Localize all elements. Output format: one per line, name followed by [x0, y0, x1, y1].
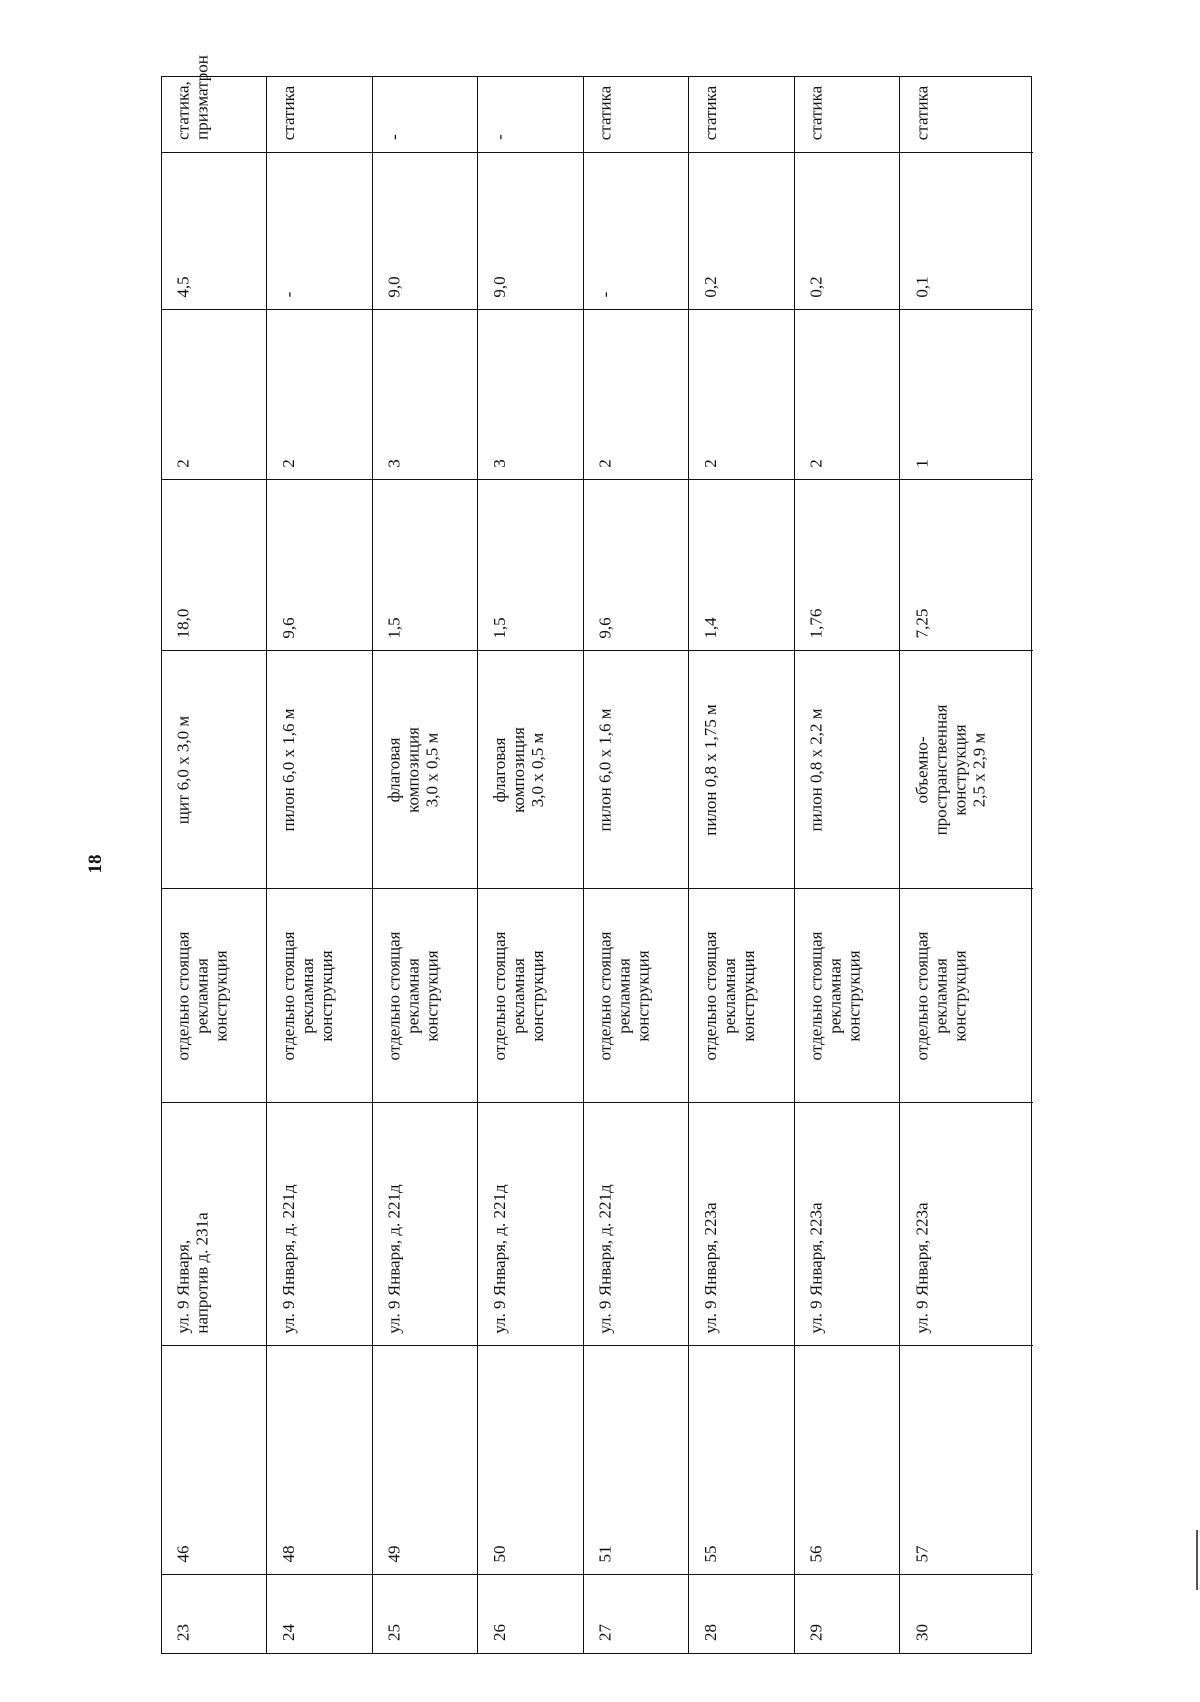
- cell-id: [373, 1345, 477, 1574]
- tech-line: статика: [278, 85, 298, 141]
- cell-area: [373, 479, 477, 650]
- cell-type: [162, 888, 266, 1102]
- dims-line: пилон 0,8 х 2,2 м: [806, 707, 826, 832]
- type-line: конструкция: [422, 949, 442, 1042]
- sides-line: 2: [278, 458, 298, 468]
- area-text: [174, 609, 193, 639]
- sides-line: 2: [173, 458, 193, 468]
- advertising-structures-table: [161, 55, 1032, 1654]
- sides-line: 3: [489, 458, 509, 468]
- type-text: [701, 931, 758, 1060]
- illum-line: 9,0: [384, 276, 404, 298]
- tech-text: [385, 134, 404, 140]
- cell-illum: [584, 152, 688, 309]
- cell-tech: [478, 0, 583, 152]
- dims-line: композиция: [403, 726, 423, 813]
- dims-text: [279, 708, 298, 831]
- id-text: [174, 1546, 193, 1563]
- page-number: 18: [85, 854, 106, 874]
- id-text: [701, 1546, 720, 1563]
- cell-num: [373, 1574, 477, 1652]
- dims-text: [596, 708, 615, 831]
- table-row: [373, 77, 478, 1653]
- cell-area: [900, 479, 1033, 650]
- illum-text: [490, 276, 509, 297]
- cell-sides: [478, 309, 583, 479]
- sides-text: [385, 459, 404, 468]
- tech-text: [174, 55, 212, 140]
- dims-line: 3,0 х 0,5 м: [527, 732, 547, 807]
- dims-line: композиция: [508, 726, 528, 813]
- dims-line: пилон 6,0 х 1,6 м: [595, 707, 615, 832]
- num-line: 29: [806, 1623, 826, 1641]
- table-row: [689, 77, 795, 1653]
- cell-tech: [900, 0, 1033, 152]
- tech-line: призматрон: [192, 55, 212, 140]
- cell-type: [689, 888, 794, 1102]
- dims-line: флаговая: [489, 737, 509, 802]
- area-text: [596, 617, 615, 638]
- cell-address: [373, 1102, 477, 1345]
- area-line: 1,4: [700, 617, 720, 639]
- dims-line: пилон 6,0 х 1,6 м: [278, 707, 298, 832]
- cell-sides: [900, 309, 1033, 479]
- tech-line: -: [489, 134, 509, 140]
- type-text: [912, 931, 969, 1060]
- num-line: 28: [700, 1623, 720, 1641]
- cell-num: [162, 1574, 266, 1652]
- cell-id: [478, 1345, 583, 1574]
- address-line: ул. 9 Января, д. 221д: [384, 1184, 404, 1334]
- cell-address: [689, 1102, 794, 1345]
- cell-id: [795, 1345, 899, 1574]
- cell-tech: [373, 0, 477, 152]
- dims-text: [912, 704, 988, 835]
- type-line: конструкция: [316, 949, 336, 1042]
- address-text: [807, 1202, 826, 1333]
- cell-dims: [689, 650, 794, 888]
- sides-text: [701, 459, 720, 468]
- type-line: рекламная: [192, 957, 212, 1034]
- type-line: рекламная: [825, 957, 845, 1034]
- cell-tech: [162, 0, 266, 152]
- table-row: [795, 77, 900, 1653]
- cell-tech: [584, 0, 688, 152]
- area-text: [807, 609, 826, 639]
- cell-sides: [689, 309, 794, 479]
- type-text: [490, 931, 547, 1060]
- id-text: [279, 1546, 298, 1563]
- cell-id: [900, 1345, 1033, 1574]
- area-text: [279, 617, 298, 638]
- cell-type: [373, 888, 477, 1102]
- id-text: [385, 1546, 404, 1563]
- type-line: конструкция: [633, 949, 653, 1042]
- dims-line: щит 6,0 х 3,0 м: [173, 715, 193, 824]
- cell-type: [900, 888, 1033, 1102]
- cell-id: [584, 1345, 688, 1574]
- type-line: рекламная: [614, 957, 634, 1034]
- id-text: [807, 1546, 826, 1563]
- type-line: отдельно стоящая: [384, 931, 404, 1060]
- cell-type: [478, 888, 583, 1102]
- id-text: [490, 1546, 509, 1563]
- num-text: [912, 1624, 931, 1641]
- area-line: 1,76: [806, 608, 826, 639]
- type-text: [807, 931, 864, 1060]
- cell-address: [900, 1102, 1033, 1345]
- tech-text: [490, 134, 509, 140]
- cell-dims: [478, 650, 583, 888]
- dims-line: 3,0 х 0,5 м: [422, 732, 442, 807]
- address-text: [174, 1212, 212, 1333]
- table-row: [162, 55, 267, 1653]
- cell-num: [689, 1574, 794, 1652]
- id-text: [912, 1546, 931, 1563]
- num-line: 24: [278, 1623, 298, 1641]
- area-line: 9,6: [595, 617, 615, 639]
- sides-text: [490, 459, 509, 468]
- cell-num: [584, 1574, 688, 1652]
- cell-area: [795, 479, 899, 650]
- id-line: 51: [595, 1545, 615, 1563]
- table-row: [478, 77, 584, 1653]
- type-line: рекламная: [931, 957, 950, 1034]
- type-line: отдельно стоящая: [595, 931, 615, 1060]
- cell-type: [795, 888, 899, 1102]
- sides-line: 3: [384, 458, 404, 468]
- cell-illum: [478, 152, 583, 309]
- id-line: 46: [173, 1545, 193, 1563]
- type-line: конструкция: [738, 949, 758, 1042]
- cell-dims: [373, 650, 477, 888]
- illum-line: 9,0: [489, 276, 509, 298]
- cell-address: [162, 1102, 266, 1345]
- num-text: [490, 1624, 509, 1641]
- dims-line: конструкция: [950, 723, 969, 816]
- sides-text: [279, 459, 298, 468]
- dims-text: [174, 715, 193, 823]
- type-line: рекламная: [719, 957, 739, 1034]
- illum-text: [385, 276, 404, 297]
- table-row: [900, 77, 1033, 1653]
- area-text: [490, 617, 509, 638]
- type-line: конструкция: [950, 949, 969, 1042]
- cell-num: [795, 1574, 899, 1652]
- num-text: [701, 1624, 720, 1641]
- cell-dims: [584, 650, 688, 888]
- cell-id: [689, 1345, 794, 1574]
- num-text: [596, 1624, 615, 1641]
- area-text: [912, 609, 931, 639]
- table-row: [267, 77, 373, 1653]
- sides-line: 2: [700, 458, 720, 468]
- id-line: 57: [912, 1545, 931, 1563]
- cell-type: [584, 888, 688, 1102]
- illum-text: [596, 292, 615, 298]
- id-line: 56: [806, 1545, 826, 1563]
- sides-line: 2: [806, 458, 826, 468]
- address-line: напротив д. 231а: [192, 1212, 212, 1334]
- dims-text: [490, 727, 547, 813]
- sides-text: [807, 459, 826, 468]
- cell-tech: [795, 0, 899, 152]
- address-text: [701, 1202, 720, 1333]
- cell-id: [162, 1345, 266, 1574]
- address-line: ул. 9 Января, д. 221д: [595, 1184, 615, 1334]
- cell-illum: [373, 152, 477, 309]
- cell-illum: [900, 152, 1033, 309]
- cell-address: [795, 1102, 899, 1345]
- num-text: [385, 1624, 404, 1641]
- type-line: отдельно стоящая: [489, 931, 509, 1060]
- cell-address: [478, 1102, 583, 1345]
- address-line: ул. 9 Января, д. 221д: [489, 1184, 509, 1334]
- id-line: 50: [489, 1545, 509, 1563]
- margin-mark: [1196, 1530, 1198, 1590]
- area-text: [701, 617, 720, 638]
- address-line: ул. 9 Января, 223а: [700, 1202, 720, 1334]
- num-text: [279, 1624, 298, 1641]
- cell-sides: [373, 309, 477, 479]
- tech-text: [807, 86, 826, 140]
- cell-sides: [267, 309, 372, 479]
- tech-line: статика,: [173, 81, 193, 140]
- illum-line: -: [595, 291, 615, 298]
- type-line: рекламная: [508, 957, 528, 1034]
- sides-line: 2: [595, 458, 615, 468]
- tech-line: статика: [912, 85, 931, 141]
- num-text: [807, 1624, 826, 1641]
- cell-area: [162, 479, 266, 650]
- dims-line: пилон 0,8 х 1,75 м: [700, 703, 720, 836]
- cell-area: [267, 479, 372, 650]
- cell-num: [478, 1574, 583, 1652]
- cell-illum: [795, 152, 899, 309]
- cell-illum: [689, 152, 794, 309]
- id-line: 55: [700, 1545, 720, 1563]
- sides-text: [596, 459, 615, 468]
- tech-text: [701, 86, 720, 140]
- area-text: [385, 617, 404, 638]
- address-text: [385, 1184, 404, 1333]
- tech-line: статика: [806, 85, 826, 141]
- area-line: 9,6: [278, 617, 298, 639]
- type-line: отдельно стоящая: [700, 931, 720, 1060]
- cell-address: [584, 1102, 688, 1345]
- type-line: отдельно стоящая: [806, 931, 826, 1060]
- illum-line: 4,5: [173, 276, 193, 298]
- cell-address: [267, 1102, 372, 1345]
- cell-sides: [162, 309, 266, 479]
- address-line: ул. 9 Января, 223а: [912, 1202, 931, 1334]
- sides-line: 1: [912, 458, 931, 468]
- cell-sides: [795, 309, 899, 479]
- cell-illum: [267, 152, 372, 309]
- num-line: 25: [384, 1623, 404, 1641]
- address-line: ул. 9 Января, 223а: [806, 1202, 826, 1334]
- address-text: [490, 1184, 509, 1333]
- cell-dims: [267, 650, 372, 888]
- tech-line: -: [384, 134, 404, 140]
- type-text: [596, 931, 653, 1060]
- illum-line: 0,2: [806, 276, 826, 298]
- type-text: [279, 931, 336, 1060]
- dims-text: [385, 727, 442, 813]
- dims-line: 2,5 х 2,9 м: [969, 732, 988, 807]
- area-line: 1,5: [384, 617, 404, 639]
- id-text: [596, 1546, 615, 1563]
- sides-text: [912, 459, 931, 468]
- num-line: 23: [173, 1623, 193, 1641]
- area-line: 7,25: [912, 608, 931, 639]
- type-line: конструкция: [527, 949, 547, 1042]
- sides-text: [174, 459, 193, 468]
- cell-dims: [162, 650, 266, 888]
- cell-num: [267, 1574, 372, 1652]
- type-line: конструкция: [211, 949, 231, 1042]
- type-line: отдельно стоящая: [173, 931, 193, 1060]
- illum-text: [701, 276, 720, 297]
- num-text: [174, 1624, 193, 1641]
- table-row: [584, 77, 689, 1653]
- cell-sides: [584, 309, 688, 479]
- cell-id: [267, 1345, 372, 1574]
- id-line: 48: [278, 1545, 298, 1563]
- cell-tech: [689, 0, 794, 152]
- area-line: 1,5: [489, 617, 509, 639]
- tech-text: [279, 86, 298, 140]
- illum-line: 0,1: [912, 276, 931, 298]
- cell-area: [689, 479, 794, 650]
- illum-text: [912, 276, 931, 297]
- cell-illum: [162, 152, 266, 309]
- address-line: ул. 9 Января, д. 221д: [278, 1184, 298, 1334]
- address-line: ул. 9 Января,: [173, 1239, 193, 1334]
- illum-line: 0,2: [700, 276, 720, 298]
- dims-line: флаговая: [384, 737, 404, 802]
- cell-tech: [267, 0, 372, 152]
- cell-dims: [795, 650, 899, 888]
- cell-num: [900, 1574, 1033, 1652]
- num-line: 27: [595, 1623, 615, 1641]
- type-line: конструкция: [844, 949, 864, 1042]
- type-line: рекламная: [403, 957, 423, 1034]
- illum-text: [807, 276, 826, 297]
- dims-line: пространственная: [931, 704, 950, 835]
- illum-text: [279, 292, 298, 298]
- type-line: рекламная: [297, 957, 317, 1034]
- area-line: 18,0: [173, 608, 193, 639]
- tech-line: статика: [700, 85, 720, 141]
- address-text: [279, 1184, 298, 1333]
- num-line: 30: [912, 1623, 931, 1641]
- dims-text: [807, 708, 826, 831]
- cell-dims: [900, 650, 1033, 888]
- address-text: [596, 1184, 615, 1333]
- address-text: [912, 1202, 931, 1333]
- type-text: [385, 931, 442, 1060]
- tech-line: статика: [595, 85, 615, 141]
- dims-text: [701, 704, 720, 836]
- tech-text: [596, 86, 615, 140]
- id-line: 49: [384, 1545, 404, 1563]
- illum-text: [174, 276, 193, 297]
- type-line: отдельно стоящая: [912, 931, 931, 1060]
- cell-area: [584, 479, 688, 650]
- num-line: 26: [489, 1623, 509, 1641]
- cell-type: [267, 888, 372, 1102]
- type-line: отдельно стоящая: [278, 931, 298, 1060]
- dims-line: объемно-: [912, 735, 931, 804]
- illum-line: -: [278, 291, 298, 298]
- cell-area: [478, 479, 583, 650]
- tech-text: [912, 86, 931, 140]
- type-text: [174, 931, 231, 1060]
